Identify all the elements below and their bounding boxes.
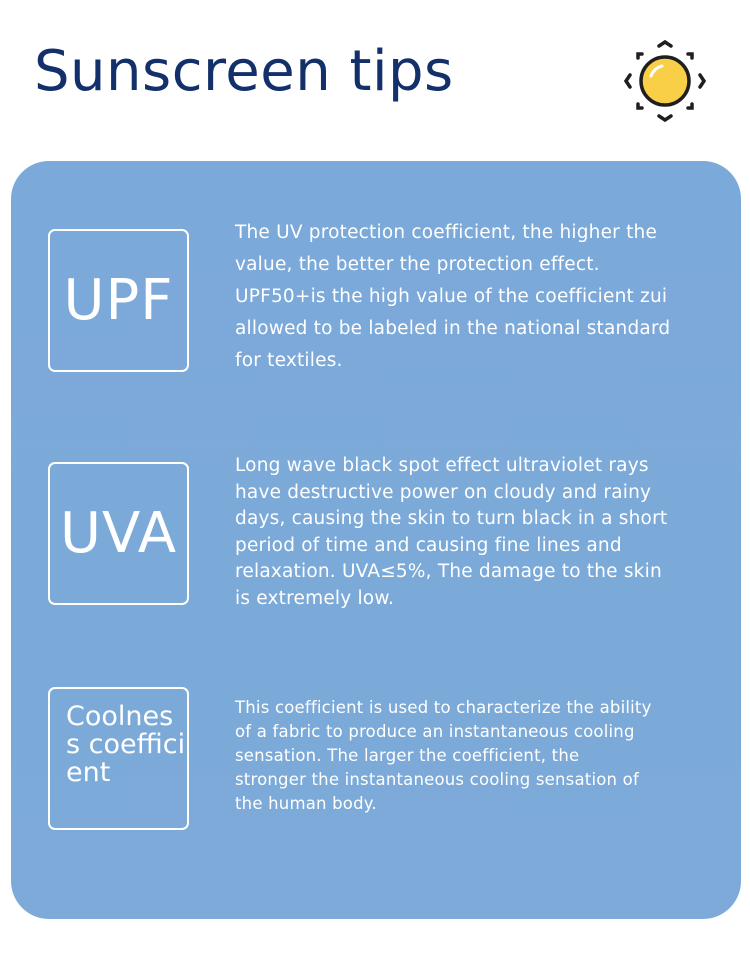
page-title: Sunscreen tips bbox=[34, 39, 454, 104]
tip-label-upf: UPF bbox=[48, 229, 189, 372]
tip-description-uva: Long wave black spot effect ultraviolet rays have destructive power on cloudy and rainy days, causing the skin to turn black in a short period of time and causing fine lines and relaxation. UVA≤5%, The damage to the skin is extremely low. bbox=[235, 455, 668, 609]
tip-description-upf: The UV protection coefficient, the higher the value, the better the protection effect. UPF50+is the high value of the coefficient zui allowed to be labeled in the national standard for textiles. bbox=[235, 222, 671, 371]
tip-description-coolness: This coefficient is used to characterize the ability of a fabric to produce an instantaneous cooling sensation. The larger the coefficient, the stronger the instantaneous cooling sensation of the human body. bbox=[235, 698, 652, 813]
tips-card bbox=[11, 161, 741, 919]
tip-label-uva: UVA bbox=[48, 462, 189, 605]
sun-icon bbox=[622, 38, 708, 124]
tip-label-coolness: Coolness coefficient bbox=[48, 687, 189, 830]
